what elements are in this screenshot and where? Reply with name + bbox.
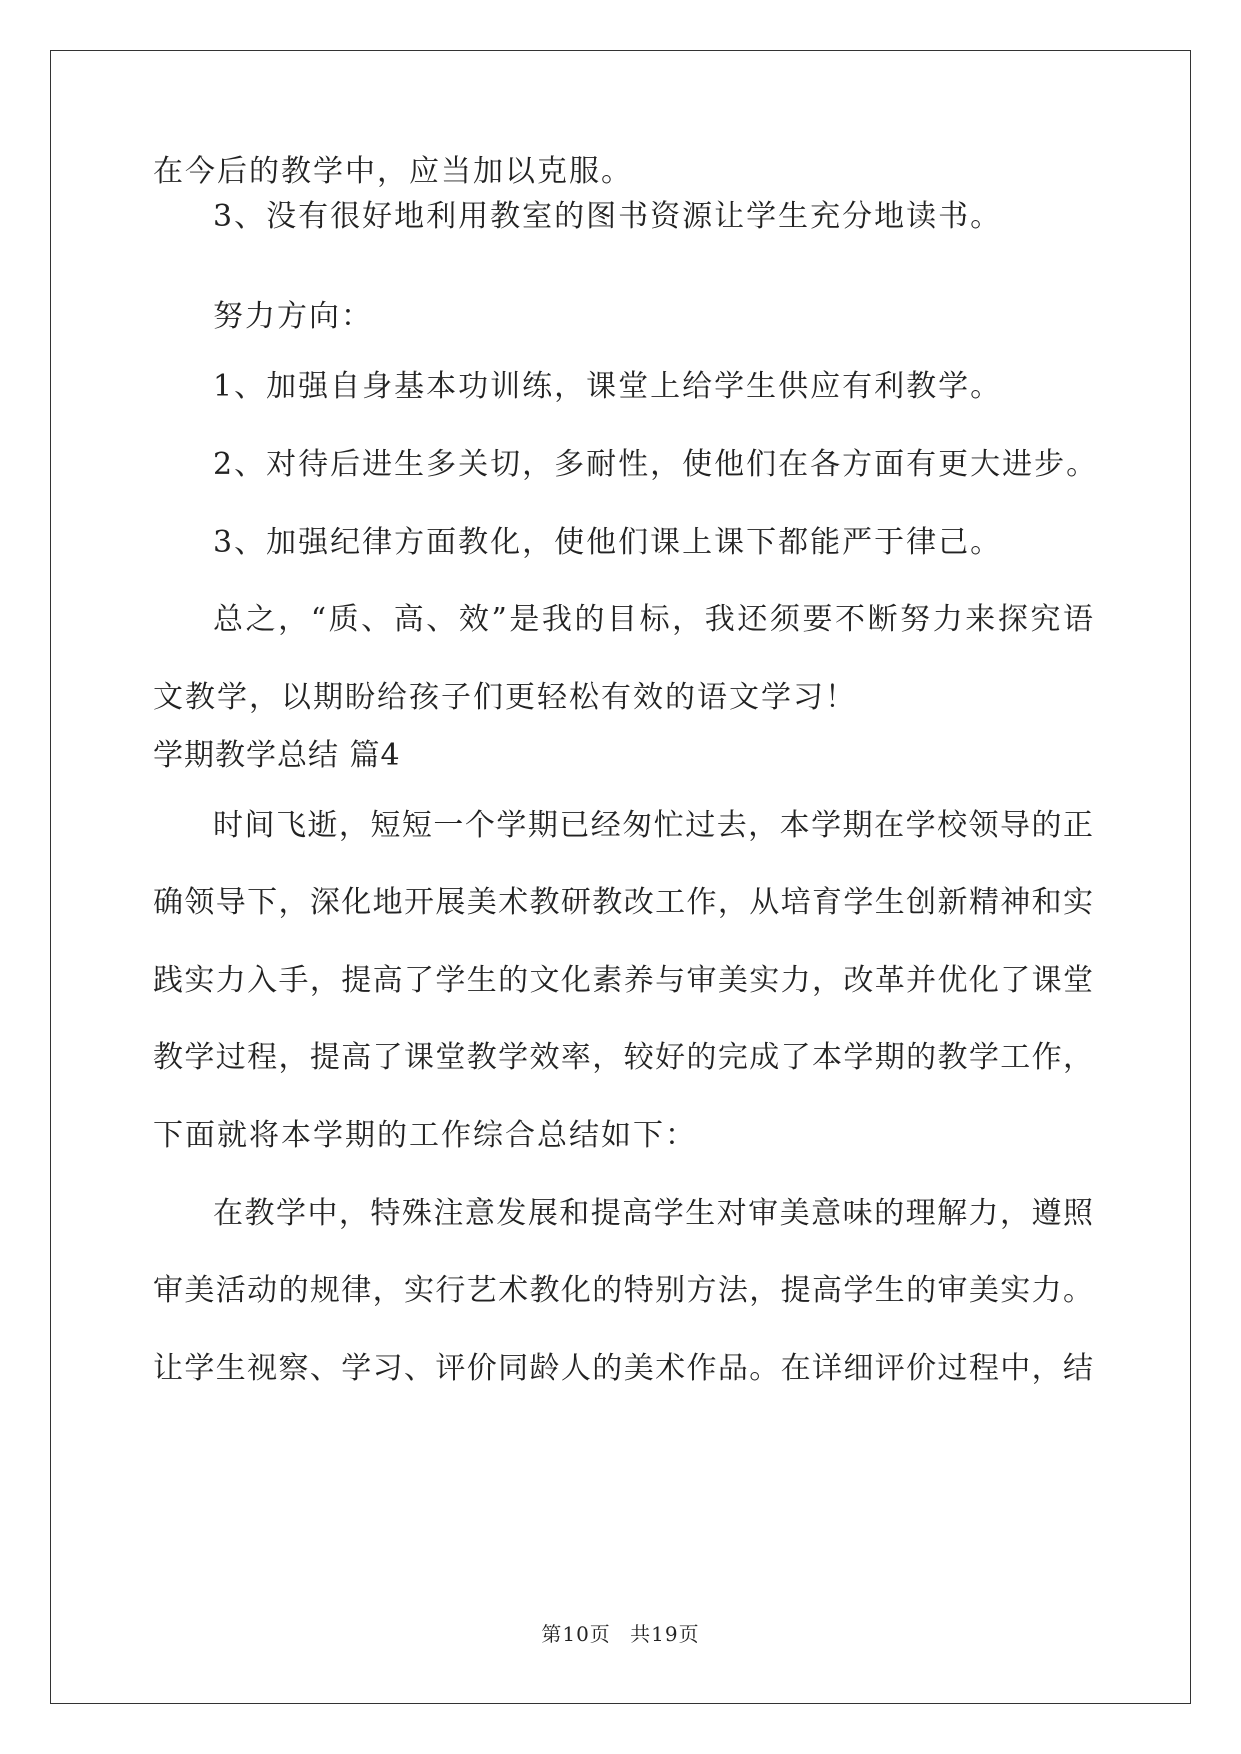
text-line-7: 总之，“质、高、效”是我的目标，我还须要不断努力来探究语	[213, 602, 1093, 637]
text-line-17: 让学生视察、学习、评价同龄人的美术作品。在详细评价过程中，结	[153, 1351, 1093, 1386]
text-line-12: 践实力入手，提高了学生的文化素养与审美实力，改革并优化了课堂	[153, 963, 1093, 998]
text-line-13: 教学过程，提高了课堂教学效率，较好的完成了本学期的教学工作，	[153, 1040, 1093, 1075]
text-line-8: 文教学，以期盼给孩子们更轻松有效的语文学习！	[153, 680, 857, 715]
text-line-14: 下面就将本学期的工作综合总结如下：	[153, 1118, 697, 1153]
text-line-4: 1、加强自身基本功训练，课堂上给学生供应有利教学。	[213, 369, 1003, 404]
text-line-3: 努力方向：	[213, 299, 373, 334]
page-total: 共19页	[630, 1622, 700, 1646]
text-line-6: 3、加强纪律方面教化，使他们课上课下都能严于律己。	[213, 525, 1003, 560]
text-line-15: 在教学中，特殊注意发展和提高学生对审美意味的理解力，遵照	[213, 1196, 1093, 1231]
text-line-1: 在今后的教学中，应当加以克服。	[153, 154, 633, 189]
page-footer	[0, 1622, 1241, 1646]
page-number: 第10页	[541, 1622, 611, 1646]
text-line-16: 审美活动的规律，实行艺术教化的特别方法，提高学生的审美实力。	[153, 1273, 1093, 1308]
text-line-2: 3、没有很好地利用教室的图书资源让学生充分地读书。	[213, 199, 1003, 234]
text-line-5: 2、对待后进生多关切，多耐性，使他们在各方面有更大进步。	[213, 447, 1099, 482]
text-line-10: 时间飞逝，短短一个学期已经匆忙过去，本学期在学校领导的正	[213, 808, 1093, 843]
section-heading: 学期教学总结 篇4	[153, 738, 401, 773]
text-line-11: 确领导下，深化地开展美术教研教改工作，从培育学生创新精神和实	[153, 885, 1093, 920]
